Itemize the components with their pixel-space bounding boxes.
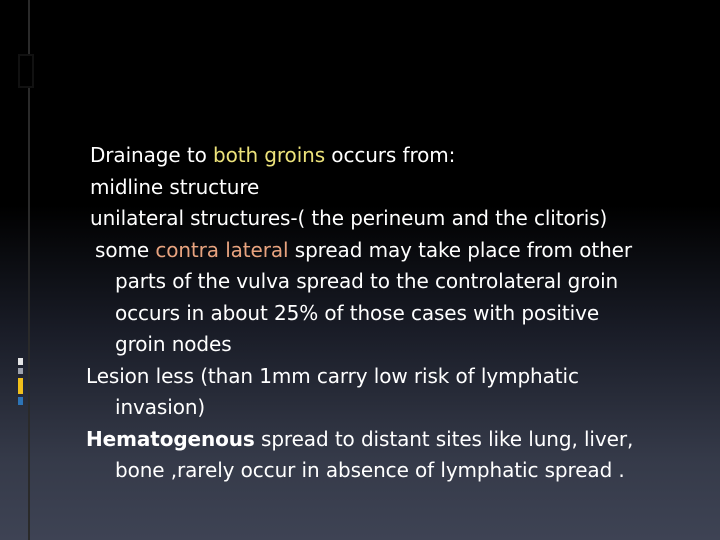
text-run: occurs from: bbox=[325, 143, 456, 167]
text-run: midline structure bbox=[90, 174, 260, 199]
bullet-paragraph bbox=[0, 235, 700, 361]
text-line bbox=[0, 298, 700, 330]
text-run: unilateral structures-( the perineum and the clitoris) bbox=[90, 206, 608, 230]
text-run: occurs in about 25% of those cases with positive bbox=[115, 300, 600, 325]
text-line bbox=[0, 392, 700, 424]
text-line bbox=[0, 329, 700, 361]
text-run: Drainage to bbox=[90, 143, 213, 167]
highlighted-text: both groins bbox=[212, 143, 326, 167]
text-run: groin nodes bbox=[115, 332, 232, 356]
text-line bbox=[0, 455, 700, 487]
text-line bbox=[0, 203, 700, 235]
bullet-list bbox=[0, 140, 700, 487]
bold-text: Hematogenous bbox=[86, 426, 255, 451]
text-run: Lesion less (than 1mm carry low risk of lymphatic bbox=[86, 363, 579, 388]
highlighted-text: contra lateral bbox=[155, 237, 289, 262]
bullet-paragraph bbox=[0, 361, 700, 424]
text-run: spread may take place from other bbox=[288, 237, 632, 262]
text-line bbox=[0, 266, 700, 298]
text-run: invasion) bbox=[115, 395, 206, 419]
text-line bbox=[0, 361, 700, 393]
bullet-paragraph bbox=[0, 424, 700, 487]
text-line bbox=[0, 140, 700, 172]
bullet-paragraph bbox=[0, 172, 700, 204]
text-run: parts of the vulva spread to the controlateral groin bbox=[115, 269, 619, 293]
bullet-paragraph bbox=[0, 140, 700, 172]
text-line bbox=[0, 424, 700, 456]
text-run: some bbox=[95, 237, 156, 262]
text-line bbox=[0, 172, 700, 204]
corner-accent-block bbox=[18, 54, 34, 88]
text-run: spread to distant sites like lung, liver, bbox=[254, 426, 634, 451]
bullet-paragraph bbox=[0, 203, 700, 235]
text-run: bone ,rarely occur in absence of lymphatic spread . bbox=[115, 458, 625, 482]
text-line bbox=[0, 235, 700, 267]
